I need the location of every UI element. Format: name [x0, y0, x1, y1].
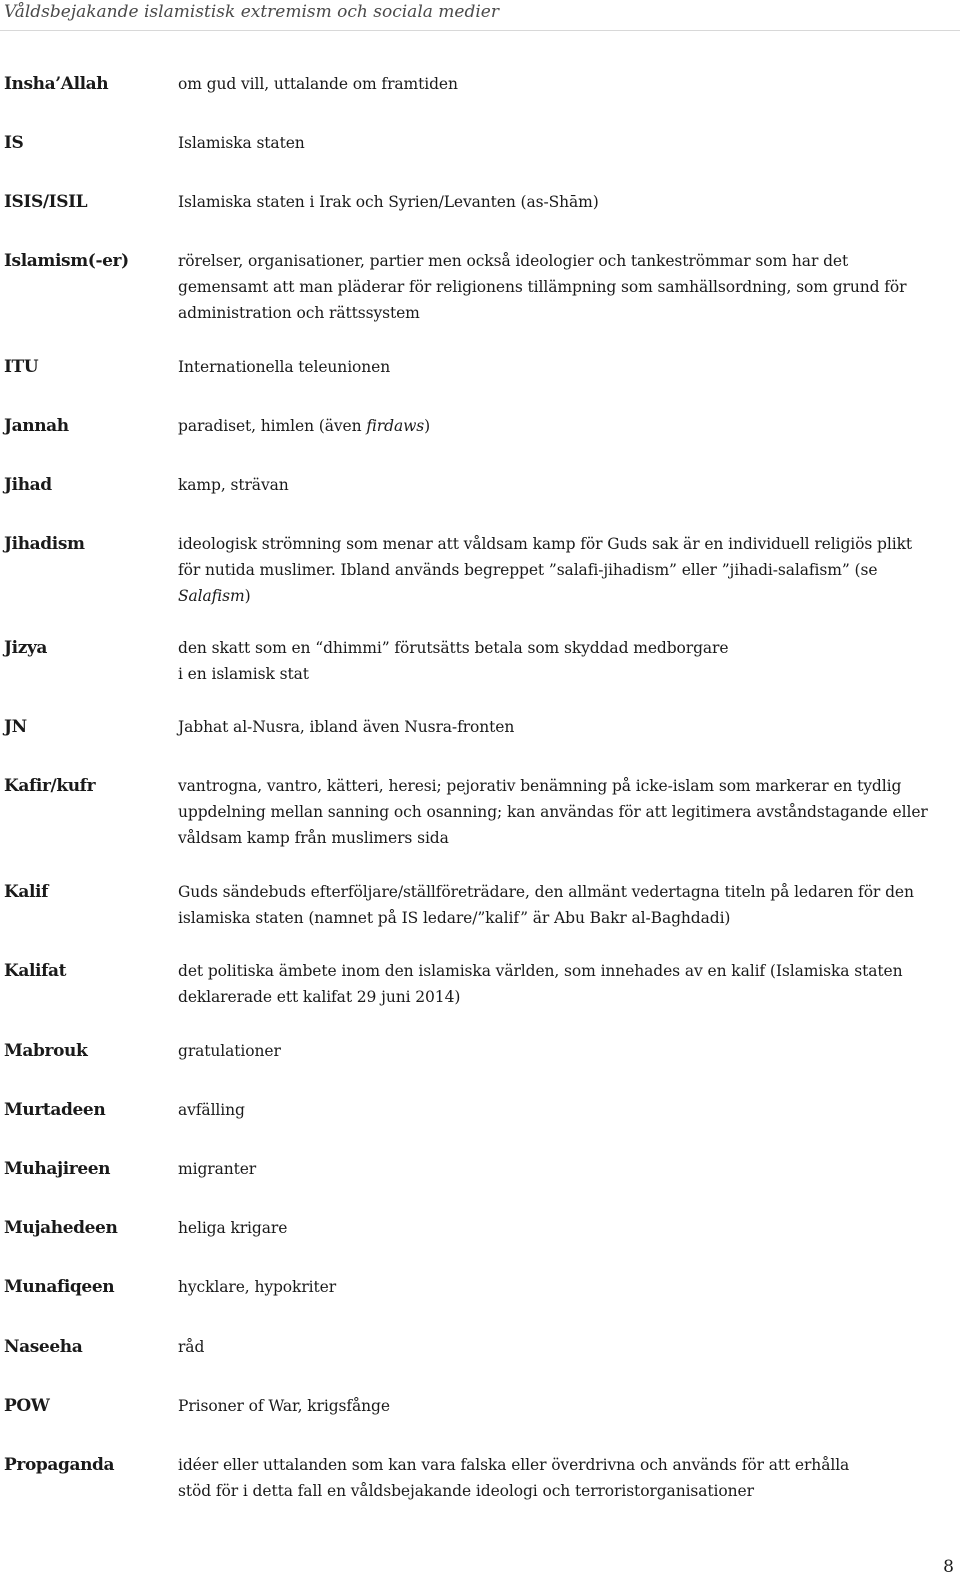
glossary-definition: hycklare, hypokriter — [178, 1278, 337, 1296]
glossary-definition: om gud vill, uttalande om framtiden — [178, 75, 458, 93]
glossary-term: Mujahedeen — [4, 1218, 118, 1238]
header-divider — [0, 30, 960, 31]
glossary-definition: råd — [178, 1338, 205, 1356]
glossary-definition: heliga krigare — [178, 1219, 288, 1237]
glossary-term: ITU — [4, 357, 39, 377]
glossary-definition: Islamiska staten i Irak och Syrien/Levanten (as-Shām) — [178, 193, 599, 211]
glossary-term: Insha’Allah — [4, 74, 109, 94]
glossary-definition: ideologisk strömning som menar att våldsam kamp för Guds sak är en individuell religiös plikt för nutida muslimer. Ibland används begreppet ”salafi-jihadism” eller ”jihadi-salafism” (se Salafism) — [178, 535, 913, 605]
glossary-term: Propaganda — [4, 1455, 115, 1475]
glossary-term: Munafiqeen — [4, 1277, 115, 1297]
glossary-definition: avfälling — [178, 1101, 245, 1119]
glossary-term: IS — [4, 133, 24, 153]
glossary-definition: gratulationer — [178, 1042, 281, 1060]
glossary-term: POW — [4, 1396, 50, 1416]
glossary-definition: Islamiska staten — [178, 134, 305, 152]
glossary-term: Jannah — [4, 416, 69, 436]
glossary-term: Kalifat — [4, 961, 67, 981]
glossary-definition: migranter — [178, 1160, 257, 1178]
glossary-term: Islamism(-er) — [4, 251, 129, 271]
glossary-definition: kamp, strävan — [178, 476, 289, 494]
glossary-definition: Internationella teleunionen — [178, 358, 391, 376]
glossary-term: Mabrouk — [4, 1041, 88, 1061]
glossary-definition: vantrogna, vantro, kätteri, heresi; pejorativ benämning på icke-islam som markerar en tydlig uppdelning mellan sanning och osanning; kan användas för att legitimera avståndstagande eller våldsam kamp från muslimers sida — [178, 777, 928, 847]
glossary-definition: paradiset, himlen (även firdaws) — [178, 417, 431, 435]
page-number: 8 — [943, 1557, 954, 1577]
glossary-term: Kalif — [4, 882, 49, 902]
glossary-term: Jihadism — [4, 534, 85, 554]
glossary-term: Jizya — [4, 638, 48, 658]
glossary-definition: Jabhat al-Nusra, ibland även Nusra-fronten — [178, 718, 515, 736]
glossary-term: ISIS/ISIL — [4, 192, 88, 212]
glossary-definition: idéer eller uttalanden som kan vara falska eller överdrivna och används för att erhålla stöd för i detta fall en våldsbejakande ideologi och terroristorganisationer — [178, 1456, 850, 1500]
glossary-definition: rörelser, organisationer, partier men också ideologier och tankeströmmar som har det gemensamt att man pläderar för religionens tillämpning som samhällsordning, som grund för administration och rättssystem — [178, 252, 907, 322]
glossary-definition: Prisoner of War, krigsfånge — [178, 1397, 390, 1415]
glossary-term: Jihad — [4, 475, 52, 495]
running-header: Våldsbejakande islamistisk extremism och sociala medier — [4, 2, 499, 22]
glossary-term: Kafir/kufr — [4, 776, 96, 796]
glossary-term: JN — [4, 717, 27, 737]
glossary-term: Muhajireen — [4, 1159, 111, 1179]
glossary-definition: Guds sändebuds efterföljare/ställföreträdare, den allmänt vedertagna titeln på ledaren för den islamiska staten (namnet på IS ledare/”kalif” är Abu Bakr al-Baghdadi) — [178, 883, 914, 927]
glossary-term: Murtadeen — [4, 1100, 106, 1120]
glossary-definition: det politiska ämbete inom den islamiska världen, som innehades av en kalif (Islamiska staten deklarerade ett kalifat 29 juni 2014) — [178, 962, 903, 1006]
glossary-term: Naseeha — [4, 1337, 83, 1357]
glossary-definition: den skatt som en “dhimmi” förutsätts betala som skyddad medborgare i en islamisk stat — [178, 639, 729, 683]
